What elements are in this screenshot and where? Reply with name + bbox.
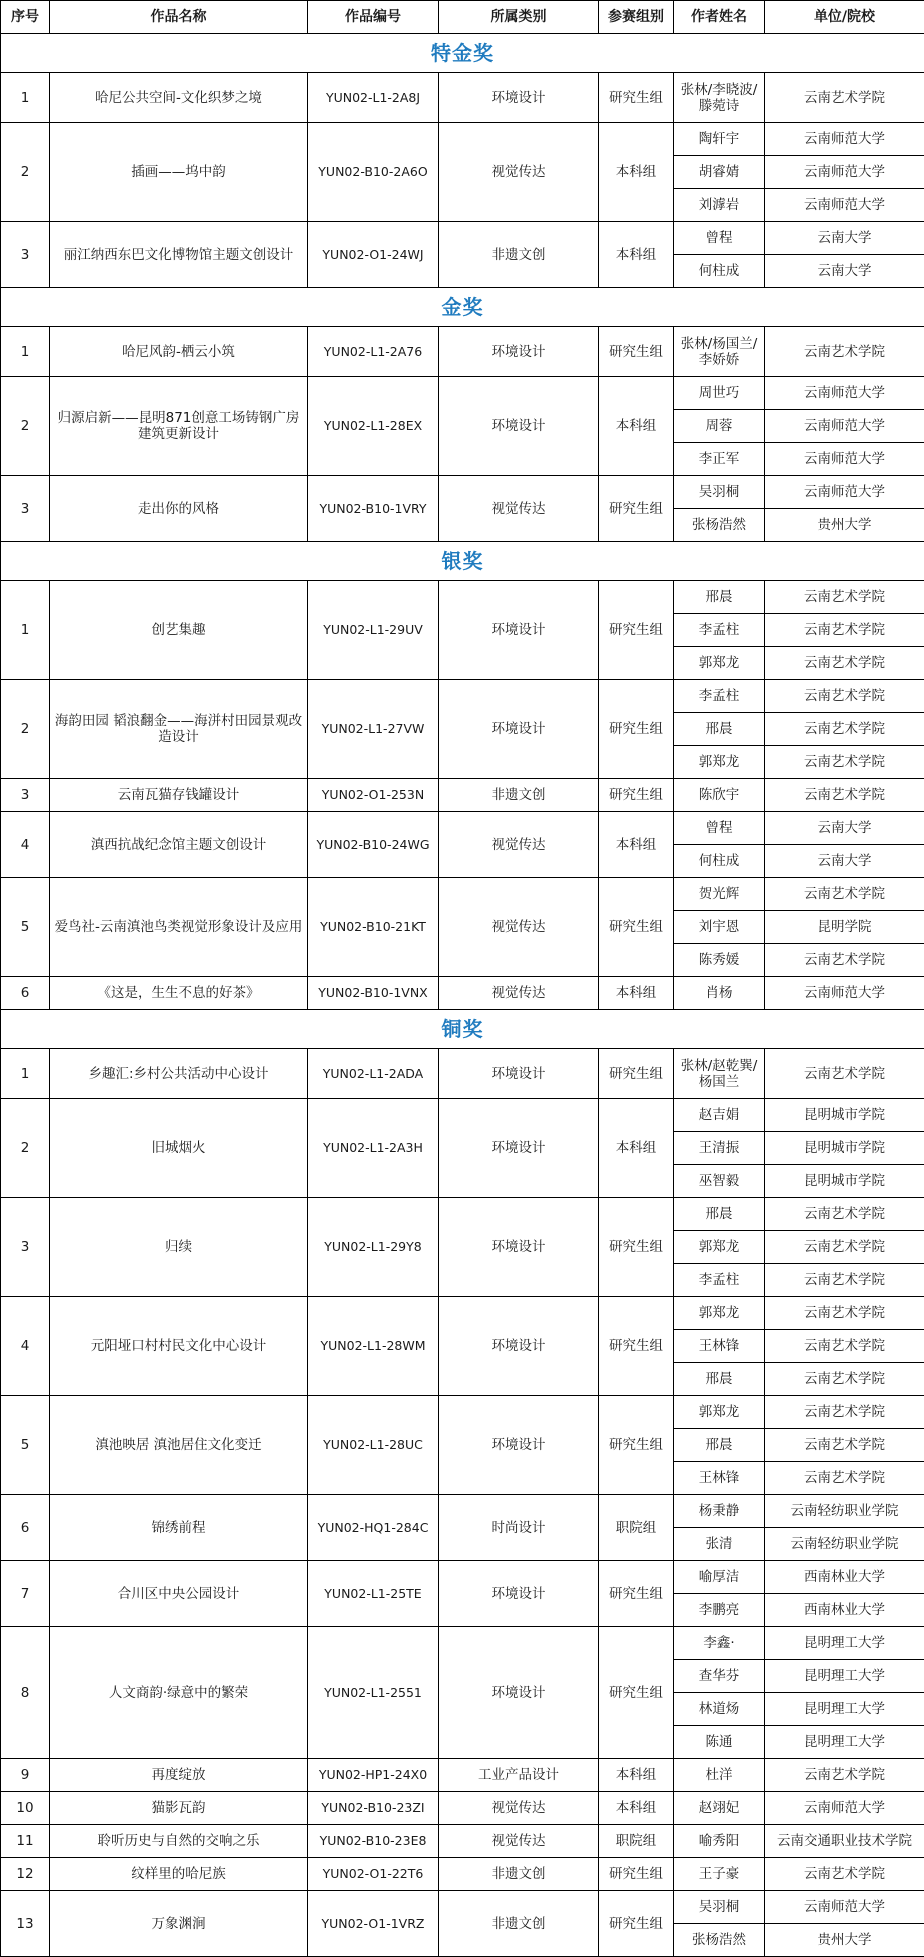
table-row bbox=[1, 476, 924, 509]
entry-no: 8 bbox=[1, 1627, 50, 1759]
table-row bbox=[1, 1561, 924, 1594]
author-name: 陈欣宇 bbox=[674, 779, 765, 812]
author-name: 赵翊妃 bbox=[674, 1792, 765, 1825]
header-name: 作品名称 bbox=[50, 1, 308, 34]
author-unit: 云南交通职业技术学院 bbox=[765, 1825, 924, 1858]
author-name: 王子豪 bbox=[674, 1858, 765, 1891]
entry-name: 丽江纳西东巴文化博物馆主题文创设计 bbox=[50, 222, 308, 288]
author-name: 邢晨 bbox=[674, 713, 765, 746]
author-unit: 云南艺术学院 bbox=[765, 581, 924, 614]
author-unit: 贵州大学 bbox=[765, 1924, 924, 1957]
author-unit: 昆明城市学院 bbox=[765, 1099, 924, 1132]
section-title: 特金奖 bbox=[1, 34, 924, 73]
table-row bbox=[1, 1297, 924, 1330]
entry-group: 研究生组 bbox=[599, 476, 674, 542]
entry-name: 锦绣前程 bbox=[50, 1495, 308, 1561]
author-name: 吴羽桐 bbox=[674, 1891, 765, 1924]
entry-name: 乡趣汇:乡村公共活动中心设计 bbox=[50, 1049, 308, 1099]
section-row bbox=[1, 34, 924, 73]
entry-category: 环境设计 bbox=[439, 377, 599, 476]
author-name: 邢晨 bbox=[674, 581, 765, 614]
table-row bbox=[1, 680, 924, 713]
section-title: 金奖 bbox=[1, 288, 924, 327]
entry-no: 3 bbox=[1, 1198, 50, 1297]
author-unit: 云南艺术学院 bbox=[765, 1198, 924, 1231]
table-row bbox=[1, 977, 924, 1010]
author-unit: 云南艺术学院 bbox=[765, 713, 924, 746]
entry-name: 哈尼风韵-栖云小筑 bbox=[50, 327, 308, 377]
section-row bbox=[1, 1010, 924, 1049]
entry-group: 研究生组 bbox=[599, 1198, 674, 1297]
entry-code: YUN02-HQ1-284C bbox=[308, 1495, 439, 1561]
table-row bbox=[1, 779, 924, 812]
entry-name: 走出你的风格 bbox=[50, 476, 308, 542]
entry-no: 10 bbox=[1, 1792, 50, 1825]
entry-category: 工业产品设计 bbox=[439, 1759, 599, 1792]
author-unit: 云南艺术学院 bbox=[765, 944, 924, 977]
entry-group: 本科组 bbox=[599, 377, 674, 476]
author-unit: 昆明理工大学 bbox=[765, 1627, 924, 1660]
header-group: 参赛组别 bbox=[599, 1, 674, 34]
entry-no: 2 bbox=[1, 377, 50, 476]
entry-group: 研究生组 bbox=[599, 1049, 674, 1099]
entry-no: 3 bbox=[1, 476, 50, 542]
author-name: 林道炀 bbox=[674, 1693, 765, 1726]
entry-name: 《这是，生生不息的好茶》 bbox=[50, 977, 308, 1010]
entry-category: 环境设计 bbox=[439, 73, 599, 123]
author-name: 郭郑龙 bbox=[674, 1231, 765, 1264]
author-unit: 云南轻纺职业学院 bbox=[765, 1528, 924, 1561]
entry-group: 研究生组 bbox=[599, 1297, 674, 1396]
entry-group: 研究生组 bbox=[599, 1561, 674, 1627]
author-unit: 云南艺术学院 bbox=[765, 1264, 924, 1297]
author-name: 巫智毅 bbox=[674, 1165, 765, 1198]
entry-name: 滇西抗战纪念馆主题文创设计 bbox=[50, 812, 308, 878]
section-row bbox=[1, 542, 924, 581]
entry-name: 海韵田园 韬浪翻金——海洴村田园景观改造设计 bbox=[50, 680, 308, 779]
author-name: 喻秀阳 bbox=[674, 1825, 765, 1858]
entry-category: 环境设计 bbox=[439, 1099, 599, 1198]
entry-category: 环境设计 bbox=[439, 1396, 599, 1495]
table-row bbox=[1, 581, 924, 614]
author-unit: 云南艺术学院 bbox=[765, 1858, 924, 1891]
author-unit: 云南艺术学院 bbox=[765, 1049, 924, 1099]
entry-category: 非遗文创 bbox=[439, 1891, 599, 1957]
entry-code: YUN02-B10-1VNX bbox=[308, 977, 439, 1010]
author-name: 李孟柱 bbox=[674, 1264, 765, 1297]
entry-group: 研究生组 bbox=[599, 581, 674, 680]
entry-name: 归源启新——昆明871创意工场铸钢广房建筑更新设计 bbox=[50, 377, 308, 476]
entry-group: 研究生组 bbox=[599, 878, 674, 977]
entry-no: 4 bbox=[1, 812, 50, 878]
table-header bbox=[1, 1, 924, 34]
author-unit: 昆明理工大学 bbox=[765, 1660, 924, 1693]
section-row bbox=[1, 288, 924, 327]
entry-category: 环境设计 bbox=[439, 581, 599, 680]
author-name: 李鑫· bbox=[674, 1627, 765, 1660]
table-body bbox=[1, 34, 924, 1957]
author-unit: 云南师范大学 bbox=[765, 189, 924, 222]
author-name: 李孟柱 bbox=[674, 614, 765, 647]
entry-name: 猫影瓦韵 bbox=[50, 1792, 308, 1825]
entry-group: 职院组 bbox=[599, 1495, 674, 1561]
author-unit: 云南大学 bbox=[765, 845, 924, 878]
entry-no: 1 bbox=[1, 327, 50, 377]
table-row bbox=[1, 222, 924, 255]
author-name: 张林/李晓波/滕菀诗 bbox=[674, 73, 765, 123]
entry-code: YUN02-B10-1VRY bbox=[308, 476, 439, 542]
entry-code: YUN02-L1-27VW bbox=[308, 680, 439, 779]
author-name: 李鹏亮 bbox=[674, 1594, 765, 1627]
table-row bbox=[1, 1198, 924, 1231]
author-unit: 云南艺术学院 bbox=[765, 73, 924, 123]
entry-code: YUN02-L1-2A3H bbox=[308, 1099, 439, 1198]
author-unit: 云南轻纺职业学院 bbox=[765, 1495, 924, 1528]
author-name: 邢晨 bbox=[674, 1363, 765, 1396]
entry-name: 归续 bbox=[50, 1198, 308, 1297]
author-name: 张林/杨国兰/李娇娇 bbox=[674, 327, 765, 377]
section-title: 铜奖 bbox=[1, 1010, 924, 1049]
entry-category: 环境设计 bbox=[439, 680, 599, 779]
entry-category: 视觉传达 bbox=[439, 1792, 599, 1825]
entry-category: 视觉传达 bbox=[439, 1825, 599, 1858]
entry-name: 元阳垭口村村民文化中心设计 bbox=[50, 1297, 308, 1396]
entry-no: 9 bbox=[1, 1759, 50, 1792]
entry-name: 纹样里的哈尼族 bbox=[50, 1858, 308, 1891]
author-unit: 昆明城市学院 bbox=[765, 1165, 924, 1198]
table-row bbox=[1, 1049, 924, 1099]
author-name: 杜洋 bbox=[674, 1759, 765, 1792]
entry-category: 视觉传达 bbox=[439, 476, 599, 542]
author-unit: 云南艺术学院 bbox=[765, 878, 924, 911]
author-name: 赵吉娟 bbox=[674, 1099, 765, 1132]
entry-no: 4 bbox=[1, 1297, 50, 1396]
entry-code: YUN02-L1-2551 bbox=[308, 1627, 439, 1759]
entry-code: YUN02-B10-24WG bbox=[308, 812, 439, 878]
entry-no: 1 bbox=[1, 1049, 50, 1099]
entry-code: YUN02-L1-2A76 bbox=[308, 327, 439, 377]
entry-no: 12 bbox=[1, 1858, 50, 1891]
table-row bbox=[1, 327, 924, 377]
author-unit: 云南师范大学 bbox=[765, 1792, 924, 1825]
entry-code: YUN02-O1-1VRZ bbox=[308, 1891, 439, 1957]
entry-group: 本科组 bbox=[599, 1792, 674, 1825]
entry-name: 人文商韵·绿意中的繁荣 bbox=[50, 1627, 308, 1759]
author-unit: 云南艺术学院 bbox=[765, 1297, 924, 1330]
author-name: 吴羽桐 bbox=[674, 476, 765, 509]
entry-category: 环境设计 bbox=[439, 1561, 599, 1627]
author-unit: 昆明理工大学 bbox=[765, 1726, 924, 1759]
author-unit: 云南师范大学 bbox=[765, 476, 924, 509]
author-name: 陈通 bbox=[674, 1726, 765, 1759]
table-row bbox=[1, 1627, 924, 1660]
entry-group: 研究生组 bbox=[599, 1627, 674, 1759]
table-row bbox=[1, 73, 924, 123]
entry-group: 本科组 bbox=[599, 812, 674, 878]
table-row bbox=[1, 377, 924, 410]
entry-group: 研究生组 bbox=[599, 73, 674, 123]
author-name: 张杨浩然 bbox=[674, 509, 765, 542]
header-no: 序号 bbox=[1, 1, 50, 34]
table-row bbox=[1, 1792, 924, 1825]
entry-code: YUN02-L1-28UC bbox=[308, 1396, 439, 1495]
author-name: 张林/赵乾巽/杨国兰 bbox=[674, 1049, 765, 1099]
author-unit: 云南艺术学院 bbox=[765, 1363, 924, 1396]
table-row bbox=[1, 878, 924, 911]
header-unit: 单位/院校 bbox=[765, 1, 924, 34]
entry-group: 本科组 bbox=[599, 1099, 674, 1198]
entry-no: 6 bbox=[1, 977, 50, 1010]
author-name: 郭郑龙 bbox=[674, 1297, 765, 1330]
section-title: 银奖 bbox=[1, 542, 924, 581]
table-row bbox=[1, 1495, 924, 1528]
entry-code: YUN02-O1-253N bbox=[308, 779, 439, 812]
entry-group: 研究生组 bbox=[599, 327, 674, 377]
entry-group: 研究生组 bbox=[599, 680, 674, 779]
author-name: 郭郑龙 bbox=[674, 1396, 765, 1429]
entry-group: 本科组 bbox=[599, 123, 674, 222]
author-name: 喻厚洁 bbox=[674, 1561, 765, 1594]
entry-group: 本科组 bbox=[599, 222, 674, 288]
entry-group: 研究生组 bbox=[599, 1858, 674, 1891]
entry-no: 5 bbox=[1, 878, 50, 977]
header-code: 作品编号 bbox=[308, 1, 439, 34]
author-name: 李孟柱 bbox=[674, 680, 765, 713]
entry-category: 非遗文创 bbox=[439, 222, 599, 288]
author-name: 邢晨 bbox=[674, 1198, 765, 1231]
entry-category: 视觉传达 bbox=[439, 123, 599, 222]
entry-code: YUN02-O1-24WJ bbox=[308, 222, 439, 288]
entry-name: 云南瓦猫存钱罐设计 bbox=[50, 779, 308, 812]
author-unit: 云南艺术学院 bbox=[765, 680, 924, 713]
author-name: 张清 bbox=[674, 1528, 765, 1561]
author-name: 周世巧 bbox=[674, 377, 765, 410]
author-unit: 云南师范大学 bbox=[765, 156, 924, 189]
table-row bbox=[1, 1759, 924, 1792]
table-row bbox=[1, 1825, 924, 1858]
entry-category: 视觉传达 bbox=[439, 977, 599, 1010]
author-unit: 云南大学 bbox=[765, 255, 924, 288]
entry-category: 环境设计 bbox=[439, 327, 599, 377]
author-name: 刘宇恩 bbox=[674, 911, 765, 944]
author-name: 陶轩宇 bbox=[674, 123, 765, 156]
entry-name: 插画——坞中韵 bbox=[50, 123, 308, 222]
entry-category: 视觉传达 bbox=[439, 812, 599, 878]
author-name: 肖杨 bbox=[674, 977, 765, 1010]
entry-group: 研究生组 bbox=[599, 1891, 674, 1957]
table-row bbox=[1, 812, 924, 845]
entry-name: 旧城烟火 bbox=[50, 1099, 308, 1198]
author-unit: 云南大学 bbox=[765, 222, 924, 255]
author-name: 李正军 bbox=[674, 443, 765, 476]
entry-name: 哈尼公共空间-文化织梦之境 bbox=[50, 73, 308, 123]
author-unit: 云南艺术学院 bbox=[765, 1396, 924, 1429]
entry-name: 爱鸟社-云南滇池鸟类视觉形象设计及应用 bbox=[50, 878, 308, 977]
author-name: 郭郑龙 bbox=[674, 647, 765, 680]
author-name: 查华芬 bbox=[674, 1660, 765, 1693]
author-unit: 云南艺术学院 bbox=[765, 1429, 924, 1462]
entry-group: 本科组 bbox=[599, 1759, 674, 1792]
entry-category: 环境设计 bbox=[439, 1049, 599, 1099]
entry-name: 创艺集趣 bbox=[50, 581, 308, 680]
entry-code: YUN02-B10-23ZI bbox=[308, 1792, 439, 1825]
author-name: 曾程 bbox=[674, 222, 765, 255]
entry-code: YUN02-L1-2A8J bbox=[308, 73, 439, 123]
author-name: 王林锋 bbox=[674, 1462, 765, 1495]
entry-no: 2 bbox=[1, 123, 50, 222]
entry-code: YUN02-B10-23E8 bbox=[308, 1825, 439, 1858]
entry-code: YUN02-B10-2A6O bbox=[308, 123, 439, 222]
author-name: 周蓉 bbox=[674, 410, 765, 443]
author-unit: 昆明理工大学 bbox=[765, 1693, 924, 1726]
author-unit: 云南大学 bbox=[765, 812, 924, 845]
entry-no: 2 bbox=[1, 680, 50, 779]
entry-category: 环境设计 bbox=[439, 1297, 599, 1396]
author-unit: 云南师范大学 bbox=[765, 123, 924, 156]
author-unit: 云南师范大学 bbox=[765, 377, 924, 410]
author-name: 王清振 bbox=[674, 1132, 765, 1165]
entry-no: 1 bbox=[1, 73, 50, 123]
author-unit: 云南艺术学院 bbox=[765, 647, 924, 680]
entry-no: 5 bbox=[1, 1396, 50, 1495]
entry-code: YUN02-L1-28WM bbox=[308, 1297, 439, 1396]
entry-code: YUN02-L1-25TE bbox=[308, 1561, 439, 1627]
header-author: 作者姓名 bbox=[674, 1, 765, 34]
entry-no: 3 bbox=[1, 779, 50, 812]
entry-name: 聆听历史与自然的交响之乐 bbox=[50, 1825, 308, 1858]
author-unit: 云南艺术学院 bbox=[765, 1759, 924, 1792]
author-unit: 云南艺术学院 bbox=[765, 1231, 924, 1264]
entry-code: YUN02-L1-28EX bbox=[308, 377, 439, 476]
entry-name: 滇池映居 滇池居住文化变迁 bbox=[50, 1396, 308, 1495]
entry-category: 非遗文创 bbox=[439, 779, 599, 812]
entry-code: YUN02-L1-29Y8 bbox=[308, 1198, 439, 1297]
entry-group: 职院组 bbox=[599, 1825, 674, 1858]
author-unit: 西南林业大学 bbox=[765, 1561, 924, 1594]
entry-code: YUN02-L1-29UV bbox=[308, 581, 439, 680]
entry-code: YUN02-L1-2ADA bbox=[308, 1049, 439, 1099]
author-unit: 云南艺术学院 bbox=[765, 614, 924, 647]
author-name: 刘滹岩 bbox=[674, 189, 765, 222]
entry-code: YUN02-O1-22T6 bbox=[308, 1858, 439, 1891]
entry-no: 1 bbox=[1, 581, 50, 680]
table-row bbox=[1, 1858, 924, 1891]
entry-no: 2 bbox=[1, 1099, 50, 1198]
author-unit: 云南师范大学 bbox=[765, 443, 924, 476]
table-row bbox=[1, 123, 924, 156]
entry-category: 视觉传达 bbox=[439, 878, 599, 977]
entry-name: 合川区中央公园设计 bbox=[50, 1561, 308, 1627]
entry-group: 研究生组 bbox=[599, 779, 674, 812]
table-row bbox=[1, 1396, 924, 1429]
author-name: 贺光辉 bbox=[674, 878, 765, 911]
entry-category: 环境设计 bbox=[439, 1198, 599, 1297]
entry-code: YUN02-B10-21KT bbox=[308, 878, 439, 977]
author-unit: 云南师范大学 bbox=[765, 1891, 924, 1924]
table-row bbox=[1, 1891, 924, 1924]
entry-no: 7 bbox=[1, 1561, 50, 1627]
entry-name: 再度绽放 bbox=[50, 1759, 308, 1792]
author-unit: 云南师范大学 bbox=[765, 977, 924, 1010]
entry-no: 3 bbox=[1, 222, 50, 288]
header-category: 所属类别 bbox=[439, 1, 599, 34]
author-name: 邢晨 bbox=[674, 1429, 765, 1462]
author-unit: 云南艺术学院 bbox=[765, 1462, 924, 1495]
author-name: 何柱成 bbox=[674, 255, 765, 288]
entry-group: 研究生组 bbox=[599, 1396, 674, 1495]
author-unit: 云南艺术学院 bbox=[765, 1330, 924, 1363]
author-name: 陈秀媛 bbox=[674, 944, 765, 977]
author-unit: 云南师范大学 bbox=[765, 410, 924, 443]
entry-code: YUN02-HP1-24X0 bbox=[308, 1759, 439, 1792]
author-unit: 云南艺术学院 bbox=[765, 779, 924, 812]
entry-category: 环境设计 bbox=[439, 1627, 599, 1759]
entry-no: 11 bbox=[1, 1825, 50, 1858]
table-row bbox=[1, 1099, 924, 1132]
author-name: 曾程 bbox=[674, 812, 765, 845]
author-name: 何柱成 bbox=[674, 845, 765, 878]
author-unit: 云南艺术学院 bbox=[765, 746, 924, 779]
author-unit: 昆明学院 bbox=[765, 911, 924, 944]
author-name: 杨秉静 bbox=[674, 1495, 765, 1528]
author-name: 王林锋 bbox=[674, 1330, 765, 1363]
author-unit: 昆明城市学院 bbox=[765, 1132, 924, 1165]
author-unit: 云南艺术学院 bbox=[765, 327, 924, 377]
author-name: 郭郑龙 bbox=[674, 746, 765, 779]
entry-name: 万象渊涧 bbox=[50, 1891, 308, 1957]
entry-no: 6 bbox=[1, 1495, 50, 1561]
author-unit: 贵州大学 bbox=[765, 509, 924, 542]
entry-no: 13 bbox=[1, 1891, 50, 1957]
author-name: 胡睿婧 bbox=[674, 156, 765, 189]
entry-category: 非遗文创 bbox=[439, 1858, 599, 1891]
entry-category: 时尚设计 bbox=[439, 1495, 599, 1561]
author-name: 张杨浩然 bbox=[674, 1924, 765, 1957]
author-unit: 西南林业大学 bbox=[765, 1594, 924, 1627]
entry-group: 本科组 bbox=[599, 977, 674, 1010]
